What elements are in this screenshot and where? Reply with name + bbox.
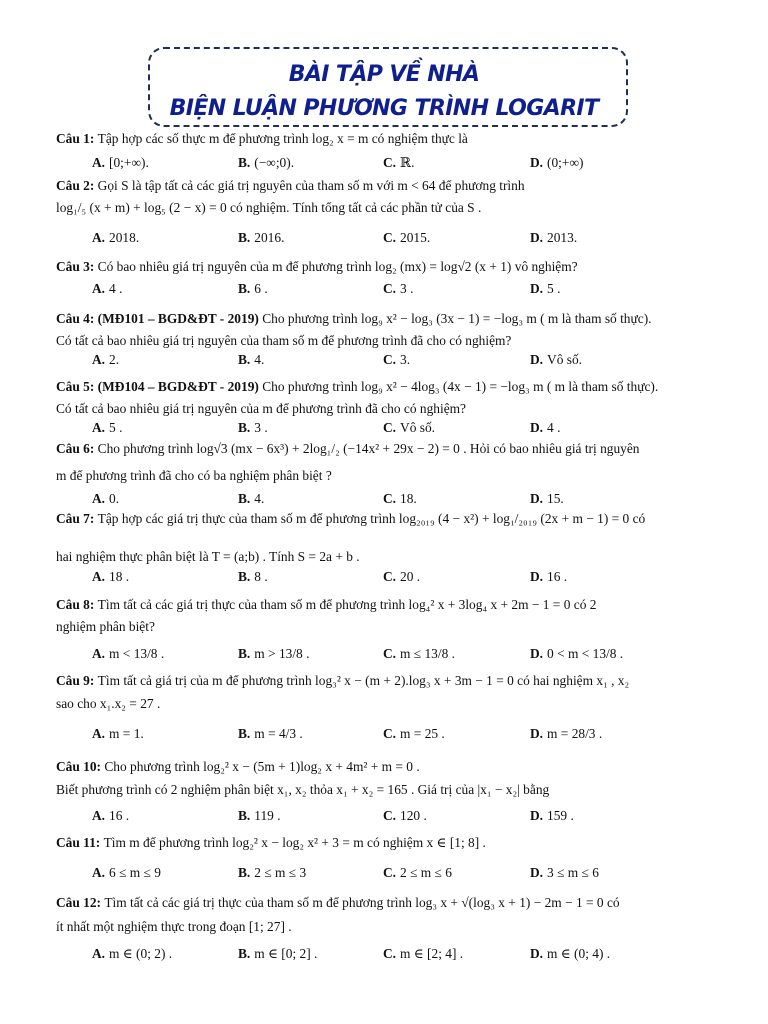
question-label: Câu 11: [56, 835, 104, 850]
question-text: Tập hợp các giá trị thực của tham số m để phương trình log₂₀₁₉ (4 − x²) + log₁/₂₀₁₉ (2x + m − 1) = 0 có [97, 511, 646, 526]
question-text: Có tất cả bao nhiêu giá trị nguyên của tham số m để phương trình đã cho có nghiệm? [56, 333, 512, 348]
answer-option [92, 352, 119, 368]
option-letter: D. [530, 726, 544, 741]
option-text: m ∈ [0; 2] . [254, 946, 318, 961]
option-text: m ≤ 13/8 . [400, 646, 455, 661]
option-text: 2 ≤ m ≤ 6 [400, 865, 452, 880]
option-text: 5 . [109, 420, 123, 435]
question-text: Có bao nhiêu giá trị nguyên của m để phương trình log₂ (mx) = log√2 (x + 1) vô nghiệm? [97, 259, 578, 274]
answer-option [383, 352, 410, 368]
answer-option [92, 230, 139, 246]
option-letter: C. [383, 726, 397, 741]
option-text: 2016. [254, 230, 285, 245]
option-text: 5 . [547, 281, 561, 296]
option-letter: A. [92, 808, 106, 823]
option-letter: D. [530, 646, 544, 661]
question-text: Tìm tất cả các giá trị thực của tham số m để phương trình log₄² x + 3log₄ x + 2m − 1 = 0 có 2 [97, 597, 597, 612]
option-text: (−∞;0). [254, 155, 295, 170]
option-letter: C. [383, 646, 397, 661]
question-text: ít nhất một nghiệm thực trong đoạn [1; 27] . [56, 919, 292, 934]
option-text: 16 . [547, 569, 568, 584]
option-letter: C. [383, 352, 397, 367]
option-text: 8 . [254, 569, 268, 584]
option-letter: A. [92, 646, 106, 661]
question-text: Cho phương trình log₉ x² − 4log₃ (4x − 1) = −log₃ m ( m là tham số thực). [262, 379, 659, 394]
question-label: Câu 10: [56, 759, 105, 774]
question-label: Câu 12: [56, 895, 105, 910]
option-text: 4. [254, 491, 265, 506]
option-text: 2018. [109, 230, 140, 245]
answer-option [238, 281, 268, 297]
option-text: 2015. [400, 230, 431, 245]
option-text: m < 13/8 . [109, 646, 165, 661]
option-letter: B. [238, 281, 251, 296]
option-letter: D. [530, 946, 544, 961]
option-letter: D. [530, 281, 544, 296]
answer-option [530, 491, 564, 507]
option-letter: B. [238, 946, 251, 961]
question-text: sao cho x₁.x₂ = 27 . [56, 696, 161, 711]
question-text-line [56, 619, 155, 635]
option-letter: D. [530, 420, 544, 435]
option-text: 3 . [254, 420, 268, 435]
answer-option [92, 281, 122, 297]
question-text-line [56, 919, 292, 935]
question-text-line [56, 200, 481, 216]
question-text-line [56, 549, 360, 565]
answer-option [530, 281, 560, 297]
answer-option [92, 646, 164, 662]
option-text: Vô số. [547, 352, 582, 367]
option-letter: B. [238, 569, 251, 584]
option-text: 120 . [400, 808, 427, 823]
answer-option [530, 155, 583, 171]
answer-option [92, 420, 122, 436]
option-letter: A. [92, 155, 106, 170]
answer-option [530, 420, 560, 436]
option-letter: C. [383, 230, 397, 245]
option-letter: D. [530, 808, 544, 823]
answer-option [530, 726, 602, 742]
answer-option [238, 230, 284, 246]
option-letter: D. [530, 155, 544, 170]
question-text-line [56, 895, 620, 911]
answer-option [92, 946, 172, 962]
option-letter: A. [92, 352, 106, 367]
option-text: 0 < m < 13/8 . [547, 646, 624, 661]
option-text: 159 . [547, 808, 574, 823]
answer-option [383, 420, 435, 436]
question-text: Tập hợp các số thực m để phương trình log₂ x = m có nghiệm thực là [97, 131, 468, 146]
option-text: ℝ. [400, 155, 415, 170]
option-text: m ∈ [2; 4] . [400, 946, 464, 961]
option-letter: B. [238, 155, 251, 170]
question-text: Tìm m để phương trình log₂² x − log₂ x² + 3 = m có nghiệm x ∈ [1; 8] . [103, 835, 486, 850]
answer-option [92, 569, 129, 585]
question-text-line [56, 782, 549, 798]
option-letter: B. [238, 230, 251, 245]
answer-option [92, 155, 149, 171]
answer-option [530, 865, 599, 881]
question-text: Cho phương trình log₂² x − (5m + 1)log₂ x + 4m² + m = 0 . [104, 759, 420, 774]
option-letter: C. [383, 569, 397, 584]
question-text: Tìm tất cả giá trị của m để phương trình log₃² x − (m + 2).log₃ x + 3m − 1 = 0 có hai nghiệm x₁ , x₂ [97, 673, 630, 688]
question-text-line [56, 131, 468, 147]
question-source: (MĐ104 – BGD&ĐT - 2019) [97, 379, 263, 394]
option-letter: B. [238, 646, 251, 661]
option-letter: A. [92, 420, 106, 435]
question-label: Câu 2: [56, 178, 98, 193]
question-text-line [56, 379, 658, 395]
question-text: Cho phương trình log√3 (mx − 6x³) + 2log₁/₂ (−14x² + 29x − 2) = 0 . Hỏi có bao nhiêu giá trị nguyên [97, 441, 640, 456]
answer-option [238, 420, 268, 436]
option-text: 0. [109, 491, 120, 506]
question-text-line [56, 178, 525, 194]
answer-option [238, 726, 303, 742]
option-text: 15. [547, 491, 564, 506]
option-letter: A. [92, 726, 106, 741]
option-letter: D. [530, 569, 544, 584]
answer-option [383, 569, 420, 585]
option-letter: C. [383, 946, 397, 961]
question-text: Gọi S là tập tất cả các giá trị nguyên của tham số m với m < 64 để phương trình [97, 178, 525, 193]
answer-option [92, 865, 161, 881]
question-text: Biết phương trình có 2 nghiệm phân biệt x₁, x₂ thỏa x₁ + x₂ = 165 . Giá trị của |x₁ − x₂| bằng [56, 782, 550, 797]
answer-option [383, 865, 452, 881]
option-text: 4 . [547, 420, 561, 435]
question-text-line [56, 311, 652, 327]
option-text: 16 . [109, 808, 130, 823]
option-letter: C. [383, 155, 397, 170]
answer-option [238, 646, 309, 662]
option-letter: B. [238, 726, 251, 741]
question-label: Câu 6: [56, 441, 98, 456]
answer-option [92, 726, 144, 742]
option-letter: D. [530, 491, 544, 506]
option-letter: C. [383, 420, 397, 435]
question-text: hai nghiệm thực phân biệt là T = (a;b) . Tính S = 2a + b . [56, 549, 360, 564]
option-letter: D. [530, 230, 544, 245]
question-label: Câu 7: [56, 511, 98, 526]
answer-option [238, 569, 268, 585]
answer-option [530, 808, 574, 824]
answer-option [383, 491, 417, 507]
answer-option [383, 946, 463, 962]
option-letter: C. [383, 808, 397, 823]
question-label: Câu 5: [56, 379, 98, 394]
option-text: 2 ≤ m ≤ 3 [254, 865, 307, 880]
answer-option [383, 281, 413, 297]
option-text: 4. [254, 352, 265, 367]
question-text-line [56, 401, 466, 417]
option-letter: D. [530, 865, 544, 880]
option-letter: C. [383, 865, 397, 880]
answer-option [530, 946, 610, 962]
option-letter: A. [92, 569, 106, 584]
option-text: 3 . [400, 281, 414, 296]
option-text: 2013. [547, 230, 578, 245]
question-text: m để phương trình đã cho có ba nghiệm phân biệt ? [56, 468, 332, 483]
answer-option [383, 726, 445, 742]
option-text: 4 . [109, 281, 123, 296]
option-text: 3. [400, 352, 411, 367]
title-line-1: BÀI TẬP VỀ NHÀ [288, 62, 480, 87]
answer-option [530, 230, 577, 246]
option-letter: B. [238, 352, 251, 367]
question-label: Câu 1: [56, 131, 98, 146]
question-text: Cho phương trình log₉ x² − log₃ (3x − 1) = −log₃ m ( m là tham số thực). [262, 311, 652, 326]
option-letter: B. [238, 808, 251, 823]
option-letter: C. [383, 281, 397, 296]
option-text: 18. [400, 491, 417, 506]
question-text-line [56, 696, 160, 712]
option-letter: B. [238, 865, 251, 880]
option-letter: A. [92, 865, 106, 880]
answer-option [530, 646, 623, 662]
option-text: m = 1. [109, 726, 144, 741]
question-label: Câu 9: [56, 673, 98, 688]
question-text-line [56, 673, 629, 689]
option-text: 119 . [254, 808, 281, 823]
option-text: [0;+∞). [109, 155, 149, 170]
question-label: Câu 8: [56, 597, 98, 612]
option-letter: A. [92, 946, 106, 961]
option-text: m > 13/8 . [254, 646, 310, 661]
option-text: 3 ≤ m ≤ 6 [547, 865, 599, 880]
question-text: Có tất cả bao nhiêu giá trị nguyên của m để phương trình đã cho có nghiệm? [56, 401, 466, 416]
option-text: m = 25 . [400, 726, 445, 741]
answer-option [530, 352, 582, 368]
option-text: 6 . [254, 281, 268, 296]
option-text: m = 28/3 . [547, 726, 603, 741]
option-letter: B. [238, 420, 251, 435]
answer-option [238, 155, 294, 171]
question-text-line [56, 511, 645, 527]
option-text: 20 . [400, 569, 421, 584]
option-text: 6 ≤ m ≤ 9 [109, 865, 161, 880]
question-text-line [56, 441, 640, 457]
question-text: nghiệm phân biệt? [56, 619, 155, 634]
option-letter: A. [92, 230, 106, 245]
option-text: (0;+∞) [547, 155, 584, 170]
answer-option [383, 808, 427, 824]
option-text: m = 4/3 . [254, 726, 303, 741]
question-text-line [56, 333, 511, 349]
answer-option [238, 808, 281, 824]
option-letter: C. [383, 491, 397, 506]
option-text: m ∈ (0; 2) . [109, 946, 173, 961]
option-letter: D. [530, 352, 544, 367]
answer-option [238, 865, 306, 881]
question-text: log₁/₅ (x + m) + log₅ (2 − x) = 0 có nghiệm. Tính tổng tất cả các phần tử của S . [56, 200, 482, 215]
option-letter: A. [92, 281, 106, 296]
answer-option [92, 808, 129, 824]
question-label: Câu 3: [56, 259, 98, 274]
option-letter: B. [238, 491, 251, 506]
answer-option [383, 155, 415, 171]
title-line-2: BIỆN LUẬN PHƯƠNG TRÌNH LOGARIT [169, 96, 599, 121]
question-text-line [56, 597, 596, 613]
question-text-line [56, 468, 332, 484]
answer-option [238, 491, 264, 507]
option-text: 18 . [109, 569, 130, 584]
question-source: (MĐ101 – BGD&ĐT - 2019) [97, 311, 263, 326]
answer-option [383, 646, 455, 662]
option-text: Vô số. [400, 420, 435, 435]
answer-option [383, 230, 430, 246]
question-text-line [56, 759, 420, 775]
question-text-line [56, 835, 486, 851]
option-letter: A. [92, 491, 106, 506]
option-text: m ∈ (0; 4) . [547, 946, 611, 961]
answer-option [530, 569, 567, 585]
answer-option [238, 946, 317, 962]
question-text: Tìm tất cả các giá trị thực của tham số m để phương trình log₃ x + √(log₃ x + 1) − 2m − 1 = 0 có [104, 895, 620, 910]
question-text-line [56, 259, 578, 275]
option-text: 2. [109, 352, 120, 367]
question-label: Câu 4: [56, 311, 98, 326]
answer-option [238, 352, 264, 368]
answer-option [92, 491, 119, 507]
